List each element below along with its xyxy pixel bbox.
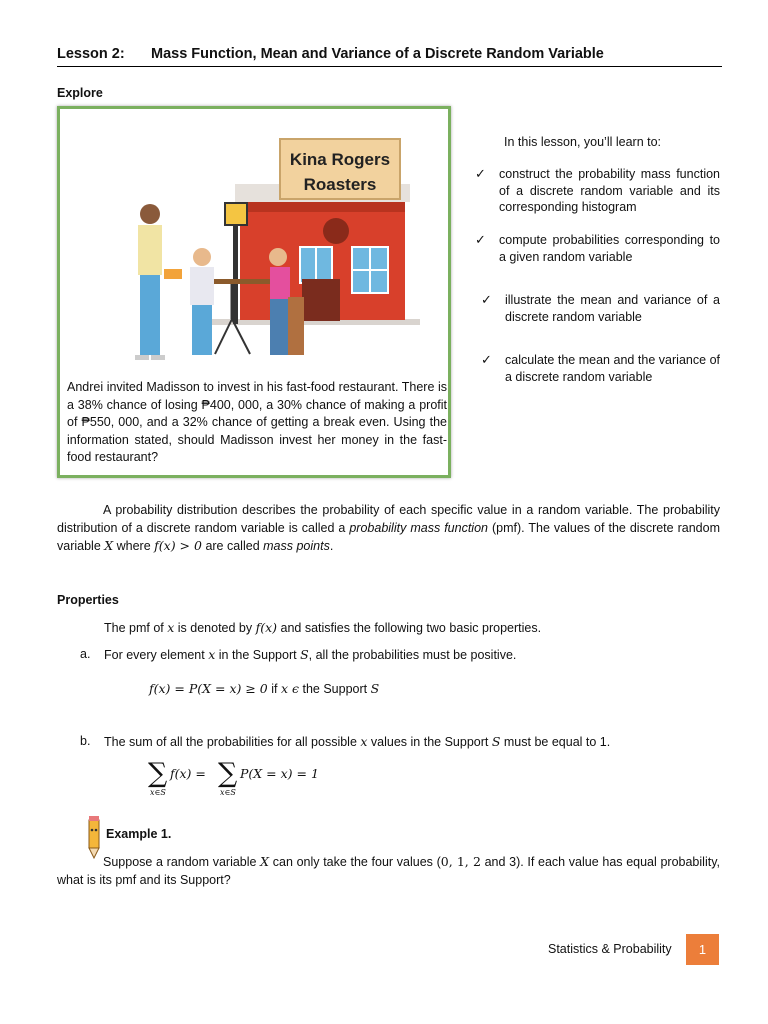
sum-term-fx: f(x) = (170, 766, 206, 781)
property-a-formula: f(x) = P(X = x) ≥ 0 if x ϵ the Support S (149, 681, 380, 696)
pmf-definition-paragraph: A probability distribution describes the probability of each specific value in a random variable. The probability distribution of a discrete random variable is called a probability mass function (pmf). The values of the discrete random variable X where f(x) > 0 are called mass points. (57, 503, 720, 553)
scenario-text: Andrei invited Madisson to invest in his fast-food restaurant. There is a 38% chance of losing ₱400, 000, a 30% chance of making a profit of ₱550, 000, and a 32% chance of getting a break even. Using the information stated, should Madisson invest her money in the fast-food restaurant? (67, 380, 447, 464)
sum-subscript: x∈S (150, 788, 166, 797)
check-icon: ✓ (481, 352, 492, 367)
property-a-text: For every element x in the Support S, all the probabilities must be positive. (104, 647, 517, 662)
check-icon: ✓ (475, 232, 486, 247)
sigma-symbol: ∑ (148, 758, 168, 789)
sigma-symbol: ∑ (218, 758, 238, 789)
example-text: Suppose a random variable X can only take the four values (0, 1, 2 and 3). If each value has equal probability, what is its pmf and its Support? (57, 854, 720, 887)
property-a-label: a. (80, 647, 91, 661)
sum-subscript: x∈S (220, 788, 236, 797)
footer-subject: Statistics & Probability (548, 942, 672, 956)
objective-text: calculate the mean and the variance of a discrete random variable (505, 353, 720, 384)
objective-item (475, 232, 720, 265)
objective-text: construct the probability mass function of a discrete random variable and its corresponding histogram (499, 167, 720, 214)
page-number: 1 (686, 934, 719, 965)
check-icon: ✓ (481, 292, 492, 307)
lesson-title: Mass Function, Mean and Variance of a Discrete Random Variable (151, 46, 604, 62)
learning-intro: In this lesson, you’ll learn to: (504, 135, 662, 149)
explore-box (57, 106, 451, 478)
property-b-label: b. (80, 734, 91, 748)
store-sign-line2: Roasters (303, 175, 377, 194)
objective-item (475, 166, 720, 216)
check-icon: ✓ (475, 166, 486, 181)
lesson-header (57, 45, 722, 67)
store-sign-line1: Kina Rogers (289, 150, 391, 169)
term-pmf: probability mass function (349, 521, 488, 535)
sum-term-px: P(X = x) = 1 (240, 766, 319, 781)
property-b-formula (148, 758, 348, 798)
restaurant-illustration (90, 129, 430, 374)
objective-item (481, 352, 720, 385)
objective-text: compute probabilities corresponding to a given random variable (499, 233, 720, 264)
lesson-number: Lesson 2: (57, 46, 125, 62)
explore-heading: Explore (57, 86, 103, 100)
objective-item (481, 292, 720, 325)
properties-lead: The pmf of x is denoted by f(x) and satisfies the following two basic properties. (104, 620, 542, 635)
objective-text: illustrate the mean and variance of a discrete random variable (505, 293, 720, 324)
properties-heading: Properties (57, 593, 119, 607)
example-title: Example 1. (106, 827, 172, 841)
term-mass-points: mass points (263, 539, 330, 553)
property-b-text: The sum of all the probabilities for all possible x values in the Support S must be equal to 1. (104, 734, 611, 749)
